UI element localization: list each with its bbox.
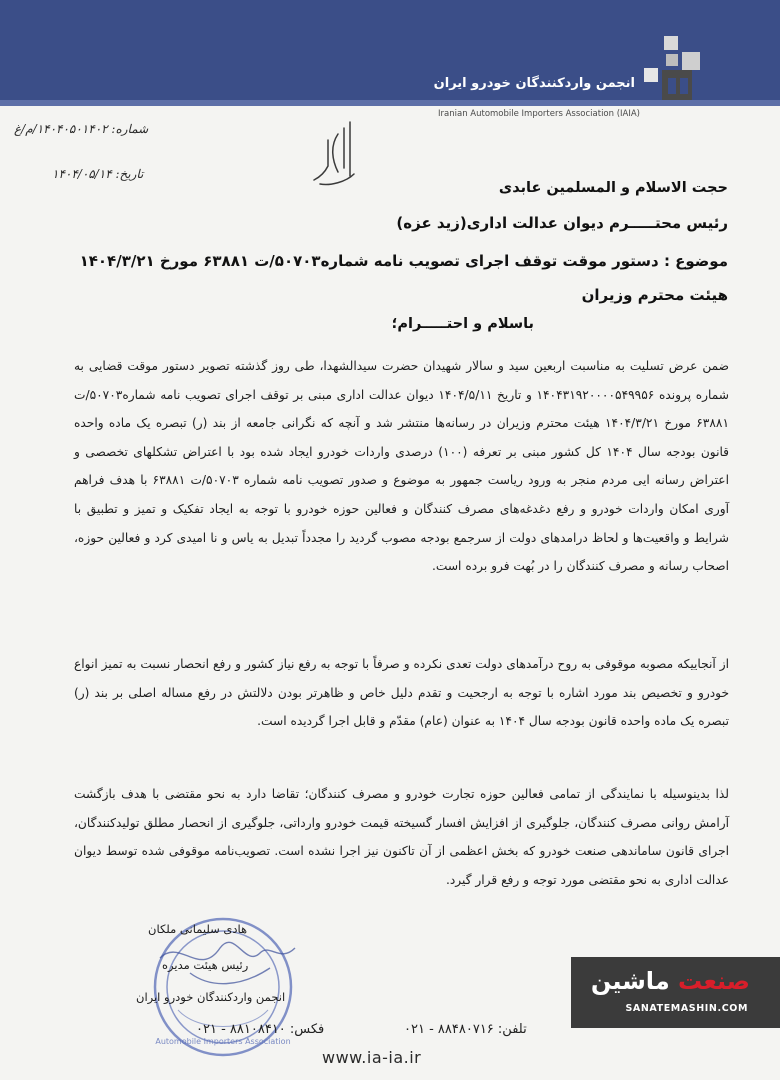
body-paragraph-1: ضمن عرض تسلیت به مناسبت اربعین سید و سالار شهیدان حضرت سیدالشهدا، طی روز گذشته تصویر دستور موقت قضایی به شماره پرونده ۱۴۰۴۳۱۹۲۰۰۰۰۵۴۹۹۵۶ و تاریخ ۱۴۰۴/۵/۱۱ دیوان عدالت اداری مبنی بر توقف اجرای تصویب نامه شماره۵۰۷۰۳/ت ۶۳۸۸۱ مورخ ۱۴۰۴/۳/۲۱ هیئت محترم وزیران در رسانه‌ها منتشر شد و آنچه که نگرانی جامعه از بند (ر) تبصره یک ماده واحده قانون بودجه سال ۱۴۰۴ کل کشور مبنی بر تعرفه (۱۰۰) درصدی واردات خودرو ایجاد شده بود با اعتراض تشکلهای تخصصی و اعتراض رسانه ایی مردم منجر به ورود ریاست جمهور به موضوع و صدور تصویب نامه شماره ۵۰۷۰۳/ت ۶۳۸۸۱ با هدف فراهم آوری امکان واردات خودرو و رفع دغدغه‌های مصرف کنندگان و فعالین حوزه خودرو با توجه به ایجاد تفکیک و تمیز و تطبیق با شرایط و واقعیت‌ها و لحاظ درامدهای دولت از سرجمع بودجه مصوب گردید را مجدداً تبدیل به یاس و نا امیدی کرد و فعالین حوزه، اصحاب رسانه و مصرف کنندگان را در بُهت فرو برده است.	[74, 359, 729, 574]
footer-phone: تلفن: ۸۸۴۸۰۷۱۶ - ۰۲۱	[404, 1022, 527, 1037]
subject-line: موضوع : دستور موقت توقف اجرای تصویب نامه شماره۵۰۷۰۳/ت ۶۳۸۸۱ مورخ ۱۴۰۴/۳/۲۱ هیئت محترم وزیران	[79, 252, 728, 304]
watermark-word-2: ماشین	[590, 967, 670, 995]
greeting: باسلام و احتـــــرام؛	[391, 316, 534, 332]
letter-date: تاریخ: ۱۴۰۴/۰۵/۱۴	[52, 167, 144, 181]
svg-text:Automobile Importers Associati: Automobile Importers Association	[155, 1037, 291, 1046]
iaia-logo-icon	[636, 34, 706, 104]
handwritten-basmala	[310, 116, 364, 190]
watermark-word-1: صنعت	[678, 967, 750, 995]
org-name-english: Iranian Automobile Importers Association (IAIA)	[438, 109, 640, 119]
watermark-latin: SANATEMASHIN.COM	[625, 1003, 748, 1014]
letter-number: شماره: ۱۴۰۴۰۵۰۱۴۰۲/م/غ	[14, 122, 149, 136]
signatory-title: رئیس هیئت مدیره	[162, 958, 249, 972]
sanatemashin-watermark	[571, 957, 780, 1028]
body-paragraph-3: لذا بدینوسیله با نمایندگی از تمامی فعالین حوزه تجارت خودرو و مصرف کنندگان؛ تقاضا دارد به نحو مقتضی با هدف بازگشت آرامش روانی مصرف کنندگان، جلوگیری از افزایش افسار گسیخته قیمت خودرو وارداتی، جلوگیری از انحصار مطلق تولیدکنندگان، اجرای قانون ساماندهی صنعت خودرو که بخش اعظمی از آن تاکنون نیز اجرا نشده است. تصویب‌نامه موقوفی شده توسط دیوان عدالت اداری به نحو مقتضی مورد توجه و رفع قرار گیرد.	[74, 787, 729, 887]
footer-fax: فکس: ۸۸۱۰۸۴۱۰ - ۰۲۱	[196, 1022, 325, 1037]
recipient-title: رئیس محتـــــرم دیوان عدالت اداری(زید عزه)	[396, 214, 728, 232]
footer-website: www.ia-ia.ir	[322, 1048, 422, 1067]
watermark-persian	[591, 967, 750, 995]
signatory-name: هادی سلیمانی ملکان	[148, 922, 248, 936]
org-name-persian: انجمن واردکنندگان خودرو ایران	[433, 76, 635, 91]
body-paragraph-2: از آنجاییکه مصوبه موقوفی به روح درآمدهای دولت تعدی نکرده و صرفاً با توجه به رفع نیاز کشور و رفع انحصار نسبت به تمیز انواع خودرو و تخصیص بند مورد اشاره با توجه به ارجحیت و تقدم دلیل خاص و ظاهرتر بودن دلالتش در رفع مساله اصلی بر بند (ر) تبصره یک ماده واحده قانون بودجه سال ۱۴۰۴ به عنوان (عام) مقدّم و قابل اجرا گردیده است.	[74, 657, 729, 729]
signatory-org: انجمن واردکنندگان خودرو ایران	[136, 990, 286, 1004]
recipient-name: حجت الاسلام و المسلمین عابدی	[498, 180, 728, 196]
